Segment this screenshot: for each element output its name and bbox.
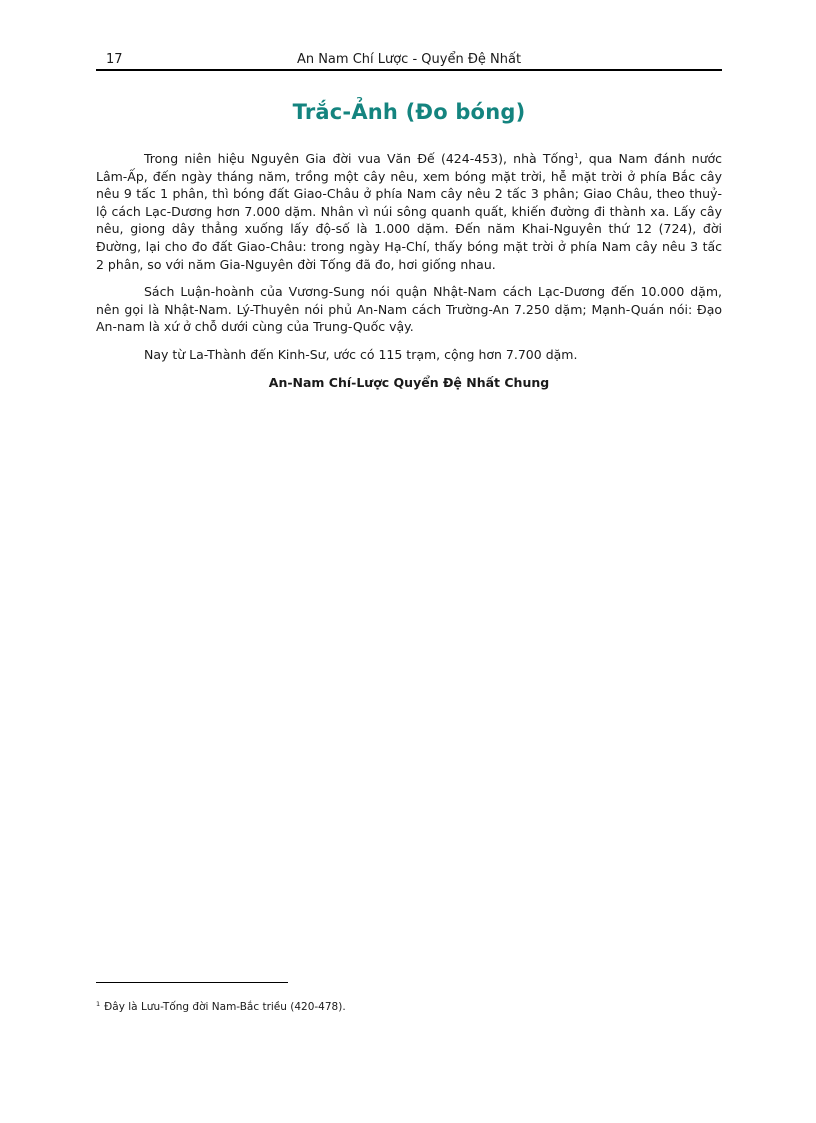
closing-line: An-Nam Chí-Lược Quyển Đệ Nhất Chung bbox=[268, 374, 550, 390]
header-rule bbox=[96, 69, 722, 71]
footnote-reference[interactable]: 1 bbox=[574, 151, 579, 160]
running-title: An Nam Chí Lược - Quyển Đệ Nhất bbox=[296, 52, 522, 67]
footnote-text: Đây là Lưu-Tống đời Nam-Bắc triều (420-478). bbox=[104, 1001, 346, 1013]
footnote bbox=[96, 1001, 722, 1013]
page-header bbox=[96, 50, 722, 70]
paragraph-1-text-a: Trong niên hiệu Nguyên Gia đời vua Văn Đế (424-453), nhà Tống bbox=[144, 151, 575, 166]
paragraph-2: Sách Luận-hoành của Vương-Sung nói quận Nhật-Nam cách Lạc-Dương đến 10.000 dặm, nên gọi là Nhật-Nam. Lý-Thuyên nói phủ An-Nam cách Trường-An 7.250 dặm; Mạnh-Quán nói: Đạo An-nam là xứ ở chỗ dưới cùng của Trung-Quốc vậy. bbox=[96, 284, 722, 335]
paragraph-1 bbox=[96, 150, 722, 273]
page-number: 17 bbox=[106, 52, 123, 67]
body-text bbox=[96, 150, 722, 391]
footnote-separator bbox=[96, 982, 288, 983]
paragraph-3: Nay từ La-Thành đến Kinh-Sư, ước có 115 trạm, cộng hơn 7.700 dặm. bbox=[144, 346, 578, 362]
section-title: Trắc-Ảnh (Đo bóng) bbox=[292, 100, 526, 124]
footnote-marker: 1 bbox=[96, 999, 101, 1008]
paragraph-1-text-b: , qua Nam đánh nước Lâm-Ấp, đến ngày tháng năm, trồng một cây nêu, xem bóng mặt trời, hễ mặt trời ở phía Bắc cây nêu 9 tấc 1 phân, thì bóng đất Giao-Châu ở phía Nam cây nêu 2 tấc 3 phân; Giao Châu, theo thuỷ-lộ cách Lạc-Dương hơn 7.000 dặm. Nhân vì núi sông quanh quất, khiến đường đi thành xa. Lấy cây nêu, giong dây thẳng xuống lấy độ-số là 1.000 dặm. Đến năm Khai-Nguyên thứ 12 (724), đời Đường, lại cho đo đất Giao-Châu: trong ngày Hạ-Chí, thấy bóng mặt trời ở phía Nam cây nêu 3 tấc 2 phân, so với năm Gia-Nguyên đời Tống đã đo, hơi giống nhau. bbox=[96, 151, 723, 272]
